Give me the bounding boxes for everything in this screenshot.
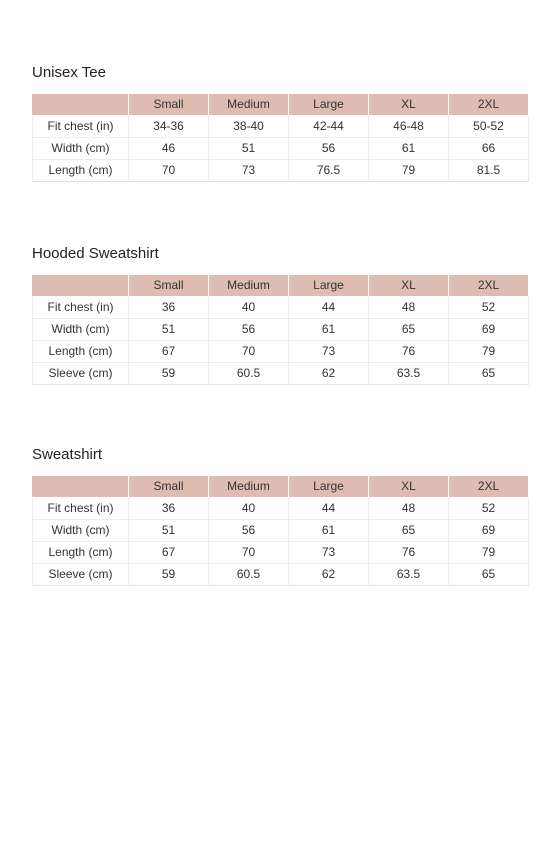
table-cell: 48 [369,297,449,319]
table-cell: 46 [129,138,209,160]
table-cell: 73 [209,160,289,182]
table-cell: 69 [449,520,529,542]
table-cell: 48 [369,498,449,520]
table-cell: 50-52 [449,116,529,138]
table-cell: 69 [449,319,529,341]
column-header: Small [129,275,209,297]
size-table [32,274,529,385]
row-label: Fit chest (in) [33,498,129,520]
table-cell: 56 [289,138,369,160]
row-label: Length (cm) [33,341,129,363]
column-header: Small [129,476,209,498]
column-header: XL [369,476,449,498]
table-cell: 70 [129,160,209,182]
table-cell: 52 [449,297,529,319]
table-cell: 73 [289,542,369,564]
table-cell: 70 [209,542,289,564]
table-cell: 60.5 [209,363,289,385]
table-cell: 52 [449,498,529,520]
row-label: Fit chest (in) [33,116,129,138]
table-header-row [33,275,529,297]
table-cell: 51 [129,319,209,341]
table-cell: 40 [209,297,289,319]
row-label: Length (cm) [33,160,129,182]
table-cell: 73 [289,341,369,363]
table-row [33,297,529,319]
table-cell: 79 [449,542,529,564]
section-title: Sweatshirt [32,446,103,463]
table-cell: 66 [449,138,529,160]
size-section-hooded-sweatshirt [32,244,528,385]
row-label: Width (cm) [33,138,129,160]
row-label: Width (cm) [33,520,129,542]
table-row [33,319,529,341]
table-cell: 63.5 [369,363,449,385]
table-cell: 67 [129,341,209,363]
table-row [33,564,529,586]
table-cell: 42-44 [289,116,369,138]
table-header-row [33,94,529,116]
column-header: Large [289,275,369,297]
column-header: Large [289,476,369,498]
table-cell: 62 [289,363,369,385]
table-header-row [33,476,529,498]
column-header: 2XL [449,275,529,297]
table-cell: 67 [129,542,209,564]
table-cell: 63.5 [369,564,449,586]
row-label: Width (cm) [33,319,129,341]
table-cell: 65 [449,363,529,385]
column-header: Medium [209,275,289,297]
table-cell: 61 [289,520,369,542]
table-cell: 46-48 [369,116,449,138]
table-cell: 38-40 [209,116,289,138]
table-row [33,116,529,138]
table-cell: 59 [129,363,209,385]
table-cell: 70 [209,341,289,363]
table-cell: 61 [289,319,369,341]
table-cell: 81.5 [449,160,529,182]
column-header: Large [289,94,369,116]
table-cell: 76 [369,542,449,564]
table-cell: 76.5 [289,160,369,182]
table-cell: 79 [369,160,449,182]
table-row [33,160,529,182]
row-label: Fit chest (in) [33,297,129,319]
column-header: XL [369,275,449,297]
table-cell: 51 [129,520,209,542]
table-row [33,341,529,363]
table-cell: 36 [129,297,209,319]
column-header: Small [129,94,209,116]
column-header: Medium [209,476,289,498]
section-title: Unisex Tee [32,64,106,81]
table-row [33,363,529,385]
size-table [32,93,529,182]
table-cell: 56 [209,319,289,341]
column-header [33,476,129,498]
row-label: Length (cm) [33,542,129,564]
table-cell: 44 [289,498,369,520]
section-title: Hooded Sweatshirt [32,245,159,262]
size-section-sweatshirt [32,445,528,586]
table-cell: 79 [449,341,529,363]
table-cell: 40 [209,498,289,520]
table-row [33,520,529,542]
table-cell: 65 [369,319,449,341]
column-header [33,94,129,116]
table-cell: 56 [209,520,289,542]
column-header: 2XL [449,94,529,116]
row-label: Sleeve (cm) [33,363,129,385]
table-cell: 60.5 [209,564,289,586]
column-header: Medium [209,94,289,116]
row-label: Sleeve (cm) [33,564,129,586]
table-cell: 61 [369,138,449,160]
table-cell: 59 [129,564,209,586]
table-cell: 44 [289,297,369,319]
column-header [33,275,129,297]
table-cell: 76 [369,341,449,363]
table-row [33,498,529,520]
table-row [33,138,529,160]
size-section-unisex-tee [32,63,528,182]
table-cell: 65 [369,520,449,542]
column-header: XL [369,94,449,116]
table-row [33,542,529,564]
table-cell: 62 [289,564,369,586]
column-header: 2XL [449,476,529,498]
table-cell: 65 [449,564,529,586]
table-cell: 34-36 [129,116,209,138]
table-cell: 51 [209,138,289,160]
table-cell: 36 [129,498,209,520]
size-table [32,475,529,586]
